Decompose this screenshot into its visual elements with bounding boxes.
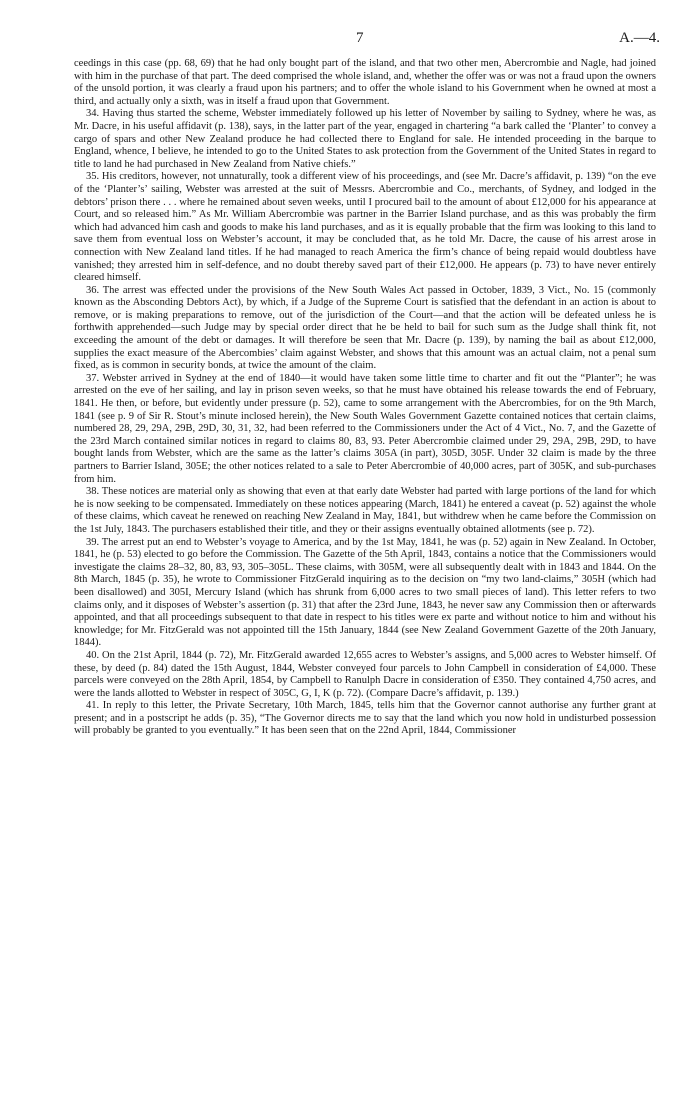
paragraph-34: 34. Having thus started the scheme, Webster immediately followed up his letter of November by sailing to Sydney, where he was, as Mr. Dacre, in his useful affidavit (p. 138), says, in the latter part of the year, engaged in chartering “a bark called the ‘Planter’ to convey a cargo of spars and other New Zealand produce he had collected there to England for sale. He intended proceeding in the barque to England, whence, I believe, he intended to go to the United States to ask protection from the Government of the United States in regard to title to land he had purchased in New Zealand from Native chiefs.” [74, 108, 656, 170]
body-text [74, 58, 656, 738]
paragraph-39: 39. The arrest put an end to Webster’s voyage to America, and by the 1st May, 1841, he was (p. 52) again in New Zealand. In October, 1841, he (p. 53) elected to go before the Commission. The Gazette of the 5th April, 1843, contains a notice that the Commissioners would investigate the claims 28–32, 80, 83, 93, 305–305L. These claims, with 305M, were all subsequently dealt with in 1843 and 1844. On the 8th March, 1845 (p. 35), he wrote to Commissioner FitzGerald inquiring as to the decision on “my two land-claims,” 305H (which had been disallowed) and 305I, Mercury Island (which has shrunk from 6,000 acres to two small pieces of land). This letter refers to two claims only, and it disposes of Webster’s assertion (p. 31) that after the 23rd June, 1843, he never saw any Commission then or afterwards appointed, and that all proceedings subsequent to that date in respect to his titles were ex parte and without notice to him and without his knowledge; for Mr. FitzGerald was not appointed till the 15th January, 1844 (see New Zealand Government Gazette of the 20th January, 1844). [74, 536, 656, 649]
paragraph-40: 40. On the 21st April, 1844 (p. 72), Mr. FitzGerald awarded 12,655 acres to Webster’s assigns, and 5,000 acres to Webster himself. Of these, by deed (p. 84) dated the 15th August, 1844, Webster conveyed four parcels to John Campbell in consideration of £4,000. These parcels were conveyed on the 28th April, 1854, by Campbell to Ranulph Dacre in consideration of £350. They contained 4,750 acres, and were the lands allotted to Webster in respect of 305C, G, I, K (p. 72). (Compare Dacre’s affidavit, p. 139.) [74, 649, 656, 699]
document-reference: A.—4. [619, 30, 660, 46]
paragraph-35: 35. His creditors, however, not unnaturally, took a different view of his proceedings, and (see Mr. Dacre’s affidavit, p. 139) “on the eve of the ‘Planter’s’ sailing, Webster was arrested at the suit of Messrs. Abercrombie and Co., merchants, of Sydney, and lodged in the debtors’ prison there . . . where he remained about seven weeks, until I procured bail to the amount of about £12,000 for his appearance at Court, and so released him.” As Mr. William Abercrombie was partner in the Barrier Island purchase, and as this was probably the firm which had advanced him cash and goods to make his land purchases, and as it is equally probable that the firm was looking to this land to save them from eventual loss on Webster’s account, it may be concluded that, as he told Mr. Dacre, the cause of his arrest arose in connection with New Zealand land titles. If he had managed to reach America the firm’s chance of being repaid would doubtless have vanished; they arrested him in self-defence, and no doubt thereby saved part of their £12,000. He appears (p. 73) to have never entirely cleared himself. [74, 171, 656, 284]
paragraph-38: 38. These notices are material only as showing that even at that early date Webster had parted with large portions of the land for which he is now seeking to be compensated. Immediately on these notices appearing (March, 1841) he entered a caveat (p. 52) against the whole of these claims, which caveat he renewed on reaching New Zealand in May, 1841, but withdrew when he came before the Commission on the 1st July, 1843. The purchasers established their title, and they or their assigns eventually obtained allotments (see p. 72). [74, 486, 656, 535]
paragraph-41: 41. In reply to this letter, the Private Secretary, 10th March, 1845, tells him that the Governor cannot authorise any further grant at present; and in a postscript he adds (p. 35), “The Governor directs me to say that the land which you now hold in undisturbed possession will probably be granted to you eventually.” It has been seen that on the 22nd April, 1844, Commissioner [74, 700, 656, 737]
paragraph-36: 36. The arrest was effected under the provisions of the New South Wales Act passed in October, 1839, 3 Vict., No. 15 (commonly known as the Absconding Debtors Act), by which, if a Judge of the Supreme Court is satisfied that the defendant in an action is about to remove, or is making preparations to remove, out of the jurisdiction of the Court—and that the action will be defeated unless he is forthwith apprehended—such Judge may by special order direct that he be held to bail for such sum as the Judge shall think fit, not exceeding the amount of the debt or damages. It will therefore be seen that Mr. Dacre (p. 139), by naming the bail as about £12,000, supplies the exact measure of the Abercombies’ claim against Webster, and shows that this amount was an actual claim, not a penal sum fixed, as is common in security bonds, at twice the amount of the claim. [74, 284, 656, 372]
paragraph-37: 37. Webster arrived in Sydney at the end of 1840—it would have taken some little time to charter and fit out the “Planter”; he was arrested on the eve of her sailing, and lay in prison seven weeks, so that he must have obtained his release towards the end of February, 1841. He then, or before, but evidently under pressure (p. 52), came to some arrangement with the Abercrombies, for on the 9th March, 1841 (see p. 9 of Sir R. Stout’s minute inclosed herein), the New South Wales Government Gazette contained notices that certain claims, numbered 28, 29, 29A, 29B, 29D, 30, 31, 32, had been referred to the Commissioners under the Act of 4 Vict., No. 7, and the Gazette of the 23rd March contained similar notices in regard to claims 80, 83, 93. Peter Abercrombie claimed under 29, 29A, 29B, 29D, to have bought lands from Webster, which are the same as the latter’s claims 305A (in part), 305D, 305F. Under 32 claim is made by the three partners to Barrier Island, 305E; the other notices related to a sale to Peter Abercrombie of 40,000 acres, part of 305K, and sub-purchases from him. [74, 372, 656, 485]
page-number: 7 [356, 30, 364, 46]
page-header [0, 30, 700, 50]
paragraph-continuation: ceedings in this case (pp. 68, 69) that he had only bought part of the island, and that two other men, Abercrombie and Nagle, had joined with him in the purchase of that part. The deed comprised the whole island, and, whether the offer was or was not a fraud upon the owners of the unsold portion, it was clearly a fraud upon his partners; and to offer the whole island to his Government when he owned at most a third, and actually only a sixth, was in itself a fraud upon that Government. [74, 58, 656, 107]
